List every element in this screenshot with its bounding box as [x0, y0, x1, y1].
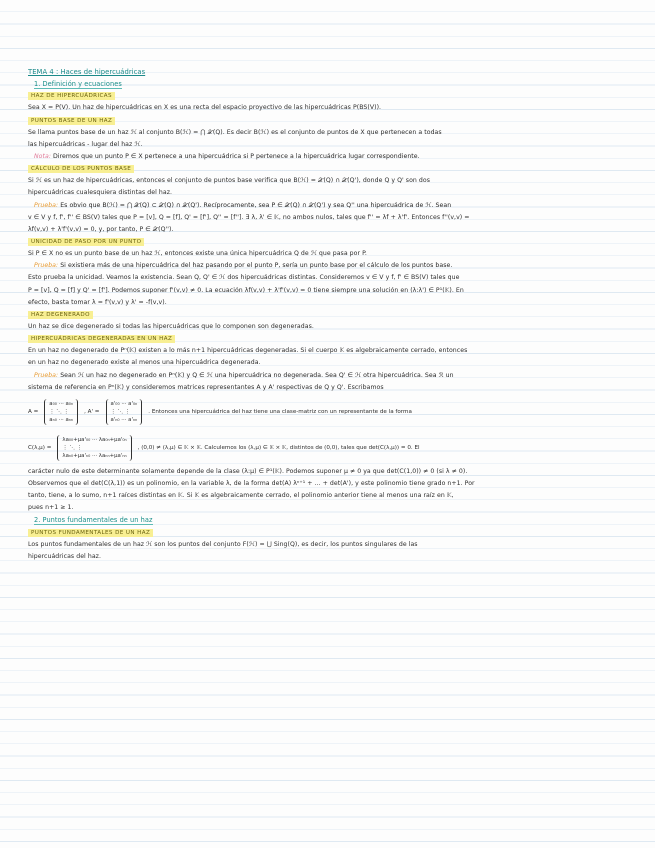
body-text: hipercuádricas del haz.	[28, 552, 101, 560]
highlighted-heading	[28, 309, 633, 321]
matrix-c	[57, 435, 131, 461]
note-text: Sean ℋ un haz no degenerado en Pⁿ(𝕂) y Q ∈ ℋ una hipercuádrica no degenerada. Sea Q' ∈ ℋ otra hipercuádrica. Sea ℛ un	[58, 371, 454, 379]
body-text: efecto, basta tomar λ = f'(v,v) y λ' = -f(v,v).	[28, 298, 167, 306]
highlighted-heading	[28, 115, 633, 127]
body-line	[28, 272, 633, 284]
body-text: Si ℋ es un haz de hipercuádricas, entonces el conjunto de puntos base verifica que B(ℋ) = 𝒳(Q) ∩ 𝒳(Q'), donde Q y Q' son dos	[28, 177, 430, 185]
body-line	[28, 490, 633, 502]
note-text: Es obvio que B(ℋ) = ⋂ 𝒳(Q) ⊂ 𝒳(Q) ∩ 𝒳(Q'). Recíprocamente, sea P ∈ 𝒳(Q) ∩ 𝒳(Q') y sea Q'' una hipercuádrica de ℋ. Sean	[58, 201, 452, 209]
section-heading-text: 2. Puntos fundamentales de un haz	[34, 516, 153, 525]
proof-label: Prueba:	[34, 201, 59, 209]
body-text: en un haz no degenerado existe al menos una hipercuádrica degenerada.	[28, 359, 261, 367]
matrix-text: . Entonces una hipercuádrica del haz tiene una clase-matriz con un representante de la forma	[148, 408, 412, 415]
section-heading-text: 1. Definición y ecuaciones	[34, 80, 122, 89]
section-heading	[28, 78, 633, 90]
highlighted-heading	[28, 90, 633, 102]
body-line	[28, 539, 633, 551]
matrix-a-prime	[106, 399, 143, 425]
body-text: v ∈ V y f, f', f'' ∈ BS(V) tales que P = [v], Q = [f], Q' = [f'], Q'' = [f'']. ∃ λ, λ' ∈ 𝕂, no ambos nulos, tales que f'' = λf + λ'f'. Entonces f''(v,v) =	[28, 213, 470, 221]
highlighted-heading-text: HIPERCUÁDRICAS DEGENERADAS EN UN HAZ	[28, 335, 175, 343]
matrix-a	[44, 399, 78, 425]
matrix-row: ⋮ ⋱ ⋮	[110, 408, 131, 415]
body-line	[28, 297, 633, 309]
highlighted-heading	[28, 527, 633, 539]
proof-label: Prueba:	[34, 371, 59, 379]
matrix-row: ⋮ ⋱ ⋮	[62, 444, 82, 451]
body-line	[28, 285, 633, 297]
body-text: sistema de referencia en Pⁿ(𝕂) y consideremos matrices representantes A y A' respectivas de Q y Q'. Escribamos	[28, 383, 384, 391]
body-text: Los puntos fundamentales de un haz ℋ son los puntos del conjunto F(ℋ) = ⋃ Sing(Q), es decir, los puntos singulares de las	[28, 540, 418, 548]
body-line	[28, 502, 633, 514]
body-text: hipercuádricas cualesquiera distintas del haz.	[28, 189, 173, 197]
body-text: λf(v,v) + λ'f'(v,v) = 0, y, por tanto, P ∈ 𝒳(Q'').	[28, 225, 174, 233]
body-text: pues n+1 ≥ 1.	[28, 504, 74, 512]
matrix-row: λaₙ₀+μa'ₙ₀ ··· λaₙₙ+μa'ₙₙ	[62, 452, 127, 459]
note-line	[28, 151, 633, 163]
body-line	[28, 102, 633, 114]
body-line	[28, 212, 633, 224]
body-line	[28, 248, 633, 260]
body-line	[28, 139, 633, 151]
body-line	[28, 321, 633, 333]
body-line	[28, 224, 633, 236]
body-text: En un haz no degenerado de Pⁿ(𝕂) existen a lo más n+1 hipercuádricas degeneradas. Si el cuerpo 𝕂 es algebraicamente cerrado, entonces	[28, 347, 468, 355]
matrix-row: aₙ₀ ··· aₙₙ	[49, 416, 74, 423]
note-text: Diremos que un punto P ∈ X pertenece a una hipercuádrica si P pertenece a la hipercuádrica lugar correspondiente.	[50, 152, 420, 160]
matrix-definition	[28, 394, 633, 430]
body-text: P = [v], Q = [f] y Q' = [f']. Podemos suponer f'(v,v) ≠ 0. La ecuación λf(v,v) + λ'f'(v,v) = 0 tiene siempre una solución en (λ:λ') ∈ P¹(𝕂). En	[28, 286, 464, 294]
body-text: las hipercuádricas - lugar del haz ℋ.	[28, 140, 143, 148]
body-text: tanto, tiene, a lo sumo, n+1 raíces distintas en 𝕂. Si 𝕂 es algebraicamente cerrado, el polinomio anterior tiene al menos una raíz en 𝕂,	[28, 492, 454, 500]
highlighted-heading	[28, 163, 633, 175]
body-line	[28, 478, 633, 490]
section-heading	[28, 514, 633, 526]
note-label: Nota:	[34, 152, 51, 160]
highlighted-heading-text: CÁLCULO DE LOS PUNTOS BASE	[28, 165, 134, 173]
matrix-row: a'₀₀ ··· a'₀ₙ	[110, 400, 138, 407]
matrix-text: , (0,0) ≠ (λ,μ) ∈ 𝕂 × 𝕂. Calculemos los (λ,μ) ∈ 𝕂 × 𝕂, distintos de (0,0), tales que det(C(λ,μ)) = 0. El	[137, 444, 420, 451]
body-line	[28, 127, 633, 139]
matrix-c-label: C(λ,μ) =	[28, 444, 52, 451]
body-text: Esto prueba la unicidad. Veamos la existencia. Sean Q, Q' ∈ ℋ dos hipercuádricas distintas. Consideremos v ∈ V y f, f' ∈ BS(V) tales que	[28, 274, 460, 282]
body-text: Se llama puntos base de un haz ℋ al conjunto B(ℋ) = ⋂ 𝒳(Q). Es decir B(ℋ) es el conjunto de puntos de X que pertenecen a todas	[28, 128, 442, 136]
notes-content	[28, 66, 633, 563]
proof-label: Prueba:	[34, 262, 59, 270]
note-line	[28, 370, 633, 382]
body-line	[28, 345, 633, 357]
matrix-row: a'ₙ₀ ··· a'ₙₙ	[110, 416, 138, 423]
body-line	[28, 357, 633, 369]
matrix-a-prime-label: , A' =	[84, 408, 100, 415]
highlighted-heading-text: PUNTOS FUNDAMENTALES DE UN HAZ	[28, 529, 153, 537]
body-line	[28, 551, 633, 563]
note-line	[28, 260, 633, 272]
title-text: TEMA 4 : Haces de hipercuádricas	[28, 68, 146, 76]
body-line	[28, 382, 633, 394]
note-text: Si existiera más de una hipercuádrica del haz pasando por el punto P, sería un punto base por el cálculo de los puntos base.	[58, 262, 453, 270]
matrix-a-label: A =	[28, 408, 39, 415]
body-text: Si P ∈ X no es un punto base de un haz ℋ, entonces existe una única hipercuádrica Q de ℋ que pasa por P.	[28, 250, 367, 258]
matrix-row: ⋮ ⋱ ⋮	[49, 408, 69, 415]
matrix-row: λa₀₀+μa'₀₀ ··· λa₀ₙ+μa'₀ₙ	[62, 436, 127, 443]
highlighted-heading	[28, 236, 633, 248]
matrix-row: a₀₀ ··· a₀ₙ	[49, 400, 74, 407]
note-line	[28, 200, 633, 212]
pencil-matrix	[28, 430, 633, 466]
body-line	[28, 466, 633, 478]
body-text: Sea X = P(V). Un haz de hipercuádricas en X es una recta del espacio proyectivo de las hipercuádricas P(BS(V)).	[28, 104, 382, 112]
body-text: Un haz se dice degenerado si todas las hipercuádricas que lo componen son degeneradas.	[28, 322, 314, 330]
page-title	[28, 66, 633, 78]
body-text: carácter nulo de este determinante solamente depende de la clase (λ:μ) ∈ P¹(𝕂). Podemos suponer μ ≠ 0 ya que det(C(1,0)) ≠ 0 (si λ ≠ 0).	[28, 467, 468, 475]
body-line	[28, 187, 633, 199]
highlighted-heading-text: UNICIDAD DE PASO POR UN PUNTO	[28, 238, 144, 246]
highlighted-heading-text: PUNTOS BASE DE UN HAZ	[28, 117, 115, 125]
body-text: Observemos que el det(C(λ,1)) es un polinomio, en la variable λ, de la forma det(A) λⁿ⁺¹ + ... + det(A'), y este polinomio tiene grado n+1. Por	[28, 479, 475, 487]
highlighted-heading-text: HAZ DE HIPERCUÁDRICAS	[28, 92, 115, 100]
highlighted-heading	[28, 333, 633, 345]
highlighted-heading-text: HAZ DEGENERADO	[28, 311, 93, 319]
body-line	[28, 175, 633, 187]
